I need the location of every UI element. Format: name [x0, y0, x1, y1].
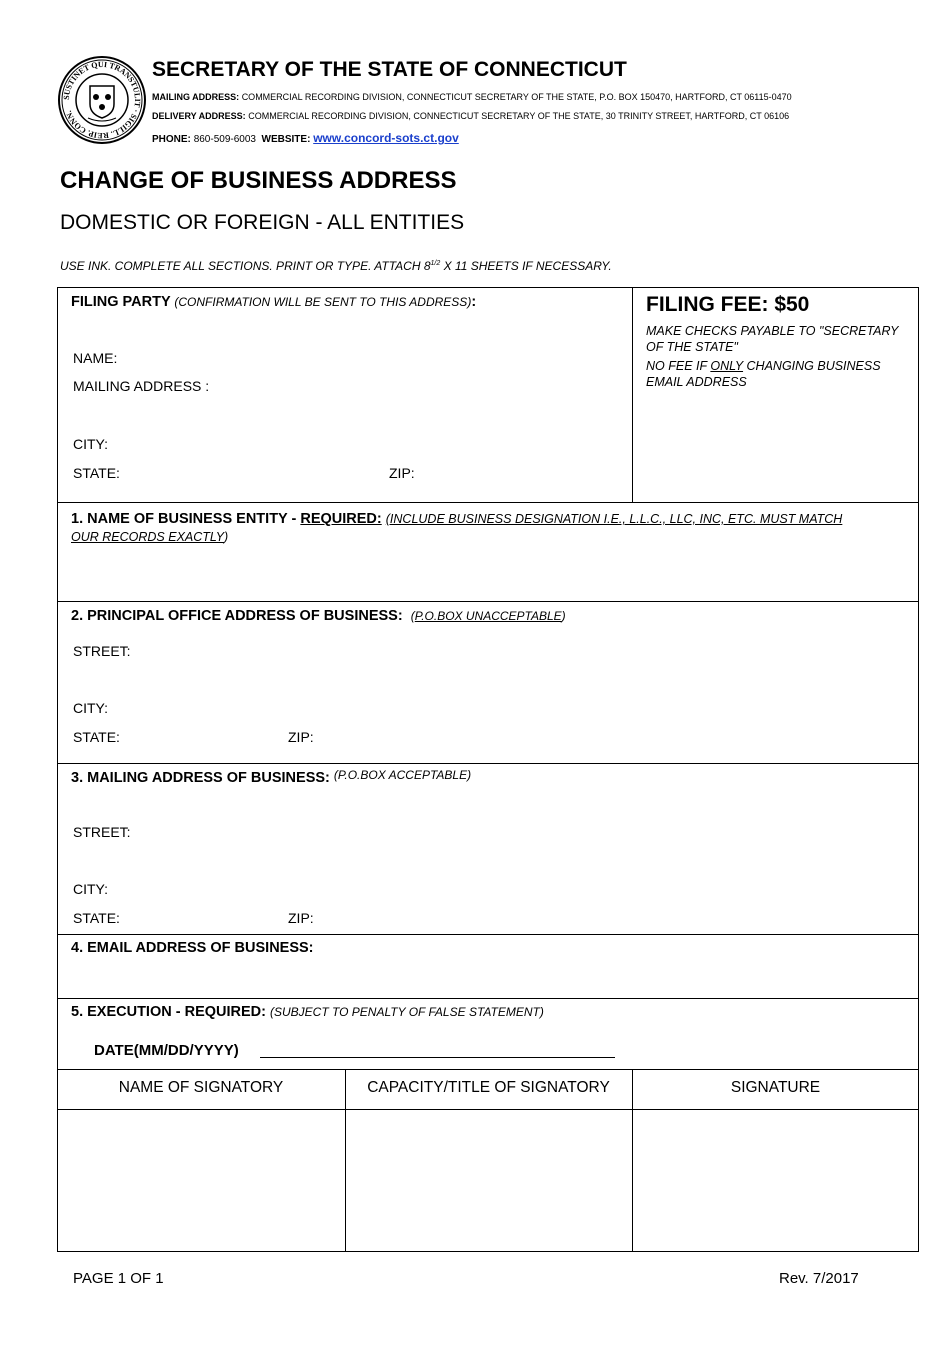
signature-field[interactable] [633, 1110, 918, 1251]
section-2-heading: 2. PRINCIPAL OFFICE ADDRESS OF BUSINESS: (P.O.BOX UNACCEPTABLE) [71, 608, 566, 624]
filing-party-city-label: CITY: [73, 436, 109, 452]
instructions: USE INK. COMPLETE ALL SECTIONS. PRINT OR TYPE. ATTACH $8^{1/2}$ X 11 SHEETS IF NECESSARY. [60, 259, 612, 273]
phone-value: 860-509-6003 [193, 134, 256, 145]
filing-party-mailing-label: MAILING ADDRESS : [73, 378, 210, 394]
signatory-name-field[interactable] [58, 1110, 344, 1251]
filing-party-heading: FILING PARTY (CONFIRMATION WILL BE SENT TO THIS ADDRESS): [71, 294, 477, 310]
delivery-address-value: COMMERCIAL RECORDING DIVISION, CONNECTICUT SECRETARY OF THE STATE, 30 TRINITY STREET, HARTFORD, CT 06106 [248, 111, 790, 121]
section-3-street-label: STREET: [73, 824, 131, 840]
col-signature: SIGNATURE [730, 1079, 821, 1096]
section-3-heading: 3. MAILING ADDRESS OF BUSINESS: $^{(P.O.BOX ACCEPTABLE)}$ [71, 768, 472, 786]
date-label: DATE(MM/DD/YYYY) [94, 1042, 239, 1059]
section-2-box [57, 601, 919, 764]
form-title: CHANGE OF BUSINESS ADDRESS [60, 167, 457, 194]
filing-party-zip-label: ZIP: [389, 465, 415, 481]
section-3-city-label: CITY: [73, 881, 109, 897]
filing-party-state-label: STATE: [73, 465, 120, 481]
section-3-zip-label: ZIP: [288, 910, 314, 926]
section-2-street-label: STREET: [73, 643, 131, 659]
seal-text: SUSTINET QUI TRANSTULIT · SIGILL. REIP. CONN. [61, 59, 143, 141]
section-5-heading: 5. EXECUTION - REQUIRED: (SUBJECT TO PENALTY OF FALSE STATEMENT) [71, 1004, 544, 1020]
section-3-box [57, 763, 919, 935]
filing-fee-no-fee-note: NO FEE IF ONLY CHANGING BUSINESS EMAIL ADDRESS [646, 359, 881, 389]
form-subtitle: DOMESTIC OR FOREIGN - ALL ENTITIES [60, 211, 465, 234]
col-name-of-signatory: NAME OF SIGNATORY [118, 1079, 284, 1096]
mailing-address-label: MAILING ADDRESS: [152, 92, 240, 102]
agency-title: SECRETARY OF THE STATE OF CONNECTICUT [152, 58, 627, 81]
state-seal [58, 56, 146, 144]
section-2-state-label: STATE: [73, 729, 120, 745]
filing-party-name-label: NAME: [73, 350, 118, 366]
date-input-line[interactable] [260, 1057, 615, 1058]
revision: Rev. 7/2017 [779, 1270, 859, 1287]
section-4-heading: 4. EMAIL ADDRESS OF BUSINESS: [71, 940, 314, 956]
section-3-state-label: STATE: [73, 910, 120, 926]
signatory-table-top [57, 1069, 919, 1070]
delivery-address-label: DELIVERY ADDRESS: [152, 111, 246, 121]
website-label: WEBSITE: [261, 134, 311, 145]
delivery-address-line [152, 111, 789, 121]
signatory-capacity-field[interactable] [346, 1110, 631, 1251]
section-2-city-label: CITY: [73, 700, 109, 716]
filing-fee-title: FILING FEE: $50 [646, 293, 810, 316]
contact-line [152, 131, 459, 145]
divider [632, 287, 633, 503]
phone-label: PHONE: [152, 134, 191, 145]
section-1-heading: 1. NAME OF BUSINESS ENTITY - REQUIRED: (INCLUDE BUSINESS DESIGNATION I.E., L.L.C., LLC, INC, ETC. MUST MATCH [71, 511, 843, 527]
mailing-address-value: COMMERCIAL RECORDING DIVISION, CONNECTICUT SECRETARY OF THE STATE, P.O. BOX 150470, HARTFORD, CT 06115-0470 [241, 92, 792, 102]
col-capacity-title: CAPACITY/TITLE OF SIGNATORY [367, 1079, 610, 1096]
page-number: PAGE 1 OF 1 [73, 1270, 164, 1287]
mailing-address-line [152, 92, 792, 102]
section-1-note-cont: OUR RECORDS EXACTLY) [71, 530, 229, 544]
filing-party-box [57, 287, 919, 503]
section-2-zip-label: ZIP: [288, 729, 314, 745]
filing-fee-checks-note: MAKE CHECKS PAYABLE TO "SECRETARY OF THE STATE" [646, 324, 899, 354]
website-link[interactable]: www.concord-sots.ct.gov [313, 131, 459, 145]
